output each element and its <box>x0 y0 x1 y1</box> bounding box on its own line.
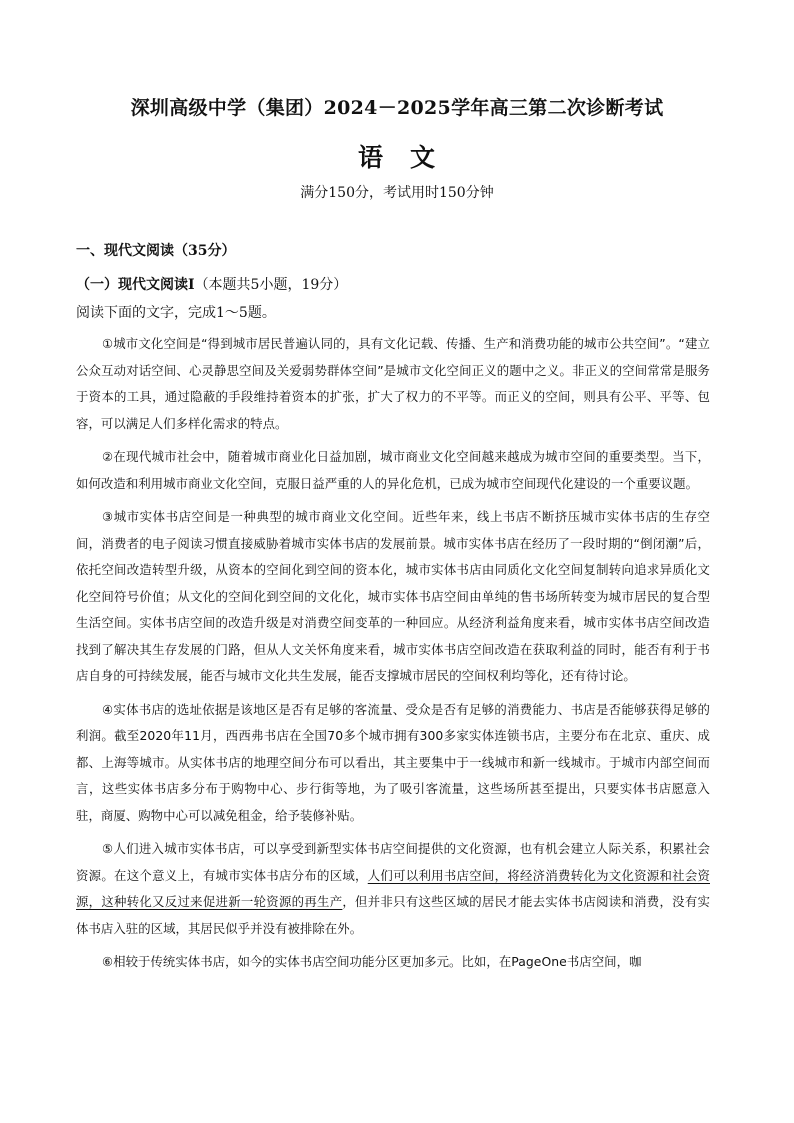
paragraph-5-start: ⑤人们进入城市实体书店，可以享受到新型实体书店空间提供的文化资源，也有机会建立人际关系，积累社会资源。在这个意义上，有城市实体书店分布的区域， <box>76 841 710 883</box>
paragraph-6: ⑥相较于传统实体书店，如今的实体书店空间功能分区更加多元。比如，在PageOne书店空间，咖 <box>102 954 642 969</box>
paragraph-3: ③城市实体书店空间是一种典型的城市商业文化空间。近些年来，线上书店不断挤压城市实体书店的生存空间，消费者的电子阅读习惯直接威胁着城市实体书店的发展前景。城市实体书店在经历了一段时期的“倒闭潮”后，依托空间改造转型升级，从资本的空间化到空间的资本化，城市实体书店由同质化文化空间复制转向追求异质化文化空间符号价值；从文化的空间化到空间的文化化，城市实体书店空间由单纯的售书场所转变为城市居民的复合型生活空间。实体书店空间的改造升级是对消费空间变革的一种回应。从经济利益角度来看，城市实体书店空间改造找到了解决其生存发展的门路，但从人文关怀角度来看，城市实体书店空间改造在获取利益的同时，能否有利于书店自身的可持续发展，能否与城市文化共生发展，能否支撑城市居民的空间权利均等化，还有待讨论。 <box>76 509 710 683</box>
paragraph-2: ②在现代城市社会中，随着城市商业化日益加剧，城市商业文化空间越来越成为城市空间的重要类型。当下，如何改造和利用城市商业文化空间，克服日益严重的人的异化危机，已成为城市空间现代化建设的一个重要议题。 <box>76 449 710 491</box>
article-body <box>76 331 710 983</box>
paragraph-5-end: ，但并非只有这些区域的居民才能去实体书店阅读和消费，没有实体书店入驻的区域，其居民似乎并没有被排除在外。 <box>76 894 710 936</box>
paragraph-1: ①城市文化空间是“得到城市居民普遍认同的，具有文化记载、传播、生产和消费功能的城市公共空间”。“建立公众互动对话空间、心灵静思空间及关爱弱势群体空间”是城市文化空间正义的题中之义。非正义的空间常常是服务于资本的工具，通过隐蔽的手段维持着资本的扩张，扩大了权力的不平等。而正义的空间，则具有公平、平等、包容，可以满足人们多样化需求的特点。 <box>76 336 710 431</box>
exam-title: 深圳高级中学（集团）2024－2025学年高三第二次诊断考试 <box>130 97 664 119</box>
paragraph-5 <box>76 836 710 942</box>
score-time-line: 满分150分，考试用时150分钟 <box>300 185 494 201</box>
subject-title: 语 文 <box>357 143 436 172</box>
underlined-sentence: 人们可以利用书店空间，将经济消费转化为文化资源和社会资源，这种转化又反过来促进新一轮资源的再生产 <box>76 867 710 909</box>
subsection-heading <box>76 274 347 294</box>
section-heading: 一、现代文阅读（35分） <box>76 243 236 259</box>
reading-instruction: 阅读下面的文字，完成1～5题。 <box>76 305 276 321</box>
paragraph-4: ④实体书店的选址依据是该地区是否有足够的客流量、受众是否有足够的消费能力、书店是否能够获得足够的利润。截至2020年11月，西西弗书店在全国70多个城市拥有300多家实体连锁书店，主要分布在北京、重庆、成都、上海等城市。从实体书店的地理空间分布可以看出，其主要集中于一线城市和新一线城市。于城市内部空间而言，这些实体书店多分布于购物中心、步行街等地，为了吸引客流量，这些场所甚至提出，只要实体书店愿意入驻，商厦、购物中心可以减免租金，给予装修补贴。 <box>76 701 710 823</box>
subsection-note: （本题共5小题，19分） <box>194 277 348 293</box>
subsection-title: （一）现代文阅读Ⅰ <box>76 277 195 293</box>
